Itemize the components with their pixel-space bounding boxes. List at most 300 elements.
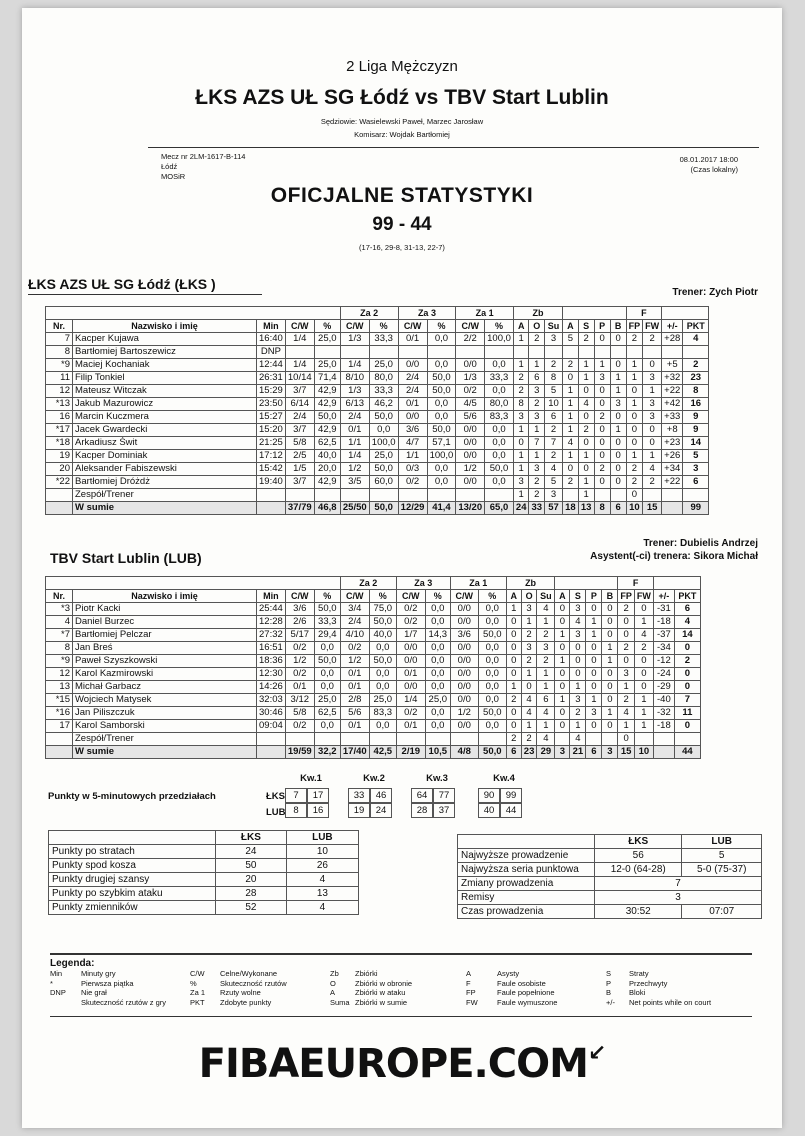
- ft-made-att: 2/2: [456, 333, 485, 346]
- steals: 2: [594, 463, 610, 476]
- p3-pct: 14,3: [425, 629, 450, 642]
- fg-made-att: 2/4: [285, 411, 314, 424]
- steals: 3: [594, 372, 610, 385]
- p3-made-att: 0/1: [398, 398, 427, 411]
- plus-minus: +5: [662, 359, 683, 372]
- minutes: 30:46: [257, 707, 286, 720]
- nr: *7: [46, 629, 73, 642]
- header-blank-mid: [555, 577, 618, 590]
- ft-pct: [485, 346, 514, 359]
- match-number: Mecz nr 2LM-1617-B-114: [161, 152, 246, 161]
- fg-pct: 33,3: [314, 616, 340, 629]
- plus-minus: [662, 489, 683, 502]
- legend-key: +/-: [606, 997, 615, 1007]
- turnovers: 1: [578, 489, 594, 502]
- legend-desc: Rzuty wolne: [220, 988, 261, 997]
- minutes: 16:51: [257, 642, 286, 655]
- reb-offense: 2: [513, 385, 529, 398]
- nr: 17: [46, 720, 73, 733]
- p2-pct: 0,0: [369, 720, 396, 733]
- turnovers: 4: [570, 733, 586, 746]
- player-name: Aleksander Fabiszewski: [73, 463, 257, 476]
- legend-desc: Bloki: [629, 988, 646, 997]
- p2-made-att: 17/40: [340, 746, 369, 759]
- plus-minus: +22: [662, 476, 683, 489]
- reb-defense: 4: [521, 707, 537, 720]
- plus-minus: [662, 346, 683, 359]
- ft-made-att: 0/0: [450, 655, 478, 668]
- p2-made-att: 1/1: [340, 437, 369, 450]
- p2-made-att: 1/2: [340, 463, 369, 476]
- p3-pct: 0,0: [425, 720, 450, 733]
- p2-pct: 0,0: [369, 681, 396, 694]
- table-row: [46, 411, 709, 424]
- ft-made-att: 0/0: [456, 450, 485, 463]
- nr: [46, 489, 73, 502]
- reb-defense: 1: [521, 720, 537, 733]
- ft-made-att: 4/8: [450, 746, 478, 759]
- nr: [46, 746, 73, 759]
- fg-made-att: [285, 489, 314, 502]
- fg-pct: 25,0: [314, 694, 340, 707]
- steals: 0: [586, 681, 602, 694]
- fg-made-att: 1/2: [285, 655, 314, 668]
- minutes: 15:27: [257, 411, 286, 424]
- ft-made-att: 1/3: [456, 372, 485, 385]
- turnovers: 0: [578, 411, 594, 424]
- assists: 3: [555, 746, 570, 759]
- table-row: [46, 346, 709, 359]
- header-reb-total: Su: [537, 590, 555, 603]
- reb-offense: 2: [506, 733, 521, 746]
- fg-made-att: 19/59: [285, 746, 314, 759]
- blocks: 0: [610, 476, 626, 489]
- reb-offense: [513, 346, 529, 359]
- assists: 0: [563, 372, 579, 385]
- fg-made-att: 10/14: [285, 372, 314, 385]
- points-corner: [49, 831, 216, 845]
- plus-minus: -32: [653, 707, 674, 720]
- reb-total: 3: [537, 642, 555, 655]
- turnovers: 2: [570, 707, 586, 720]
- fg-made-att: 1/5: [285, 463, 314, 476]
- match-datetime: [680, 155, 738, 175]
- p2-pct: [369, 489, 398, 502]
- steals: 1: [586, 616, 602, 629]
- ft-pct: 83,3: [485, 411, 514, 424]
- minutes: 12:28: [257, 616, 286, 629]
- reb-total: 1: [537, 616, 555, 629]
- fg-made-att: 0/2: [285, 720, 314, 733]
- steals: 0: [586, 603, 602, 616]
- blocks: 0: [610, 411, 626, 424]
- quarter-row-team1: [411, 788, 455, 803]
- fg-pct: 42,9: [314, 476, 340, 489]
- fg-pct: 71,4: [314, 372, 340, 385]
- reb-total: 2: [545, 450, 563, 463]
- ft-pct: [478, 733, 506, 746]
- player-name: Kacper Dominiak: [73, 450, 257, 463]
- nr: 11: [46, 372, 73, 385]
- fouls-committed: 1: [626, 372, 643, 385]
- legend-desc: Net points while on court: [629, 997, 712, 1007]
- ft-made-att: 0/0: [456, 424, 485, 437]
- fg-made-att: 3/7: [285, 385, 314, 398]
- points-team2: 26: [286, 859, 358, 873]
- reb-total: 6: [545, 411, 563, 424]
- ft-made-att: [450, 733, 478, 746]
- p3-pct: 0,0: [427, 463, 456, 476]
- minutes: 09:04: [257, 720, 286, 733]
- header-za3: Za 3: [398, 307, 456, 320]
- fouls-drawn: 0: [634, 603, 653, 616]
- fg-pct: 29,4: [314, 629, 340, 642]
- player-name: Bartłomiej Dróżdż: [73, 476, 257, 489]
- player-name: Maciej Kochaniak: [73, 359, 257, 372]
- player-name: Bartłomiej Pelczar: [73, 629, 257, 642]
- p2-pct: 40,0: [369, 629, 396, 642]
- assists: 0: [555, 603, 570, 616]
- lead-row: [458, 905, 762, 919]
- assists: 0: [563, 463, 579, 476]
- fg-pct: 0,0: [314, 642, 340, 655]
- fg-pct: 0,0: [314, 668, 340, 681]
- reb-offense: 2: [506, 694, 521, 707]
- reb-total: [545, 346, 563, 359]
- blocks: 0: [610, 437, 626, 450]
- header-points: PKT: [674, 590, 700, 603]
- p3-pct: 57,1: [427, 437, 456, 450]
- fg-made-att: 5/8: [285, 437, 314, 450]
- final-score: 99 - 44: [372, 214, 432, 235]
- fouls-committed: 2: [626, 476, 643, 489]
- header-za3: Za 3: [396, 577, 450, 590]
- points: 9: [683, 411, 709, 424]
- ft-made-att: 1/2: [456, 463, 485, 476]
- fouls-drawn: 1: [634, 707, 653, 720]
- p2-made-att: 2/4: [340, 411, 369, 424]
- lead-team2: 5-0 (75-37): [682, 863, 762, 877]
- minutes: 19:40: [257, 476, 286, 489]
- team2-assistant: Asystent(-ci) trenera: Sikora Michał: [590, 551, 758, 562]
- fg-pct: 50,0: [314, 603, 340, 616]
- fouls-drawn: 2: [643, 476, 662, 489]
- legend-desc: Zdobyte punkty: [220, 997, 272, 1007]
- p2-pct: 83,3: [369, 707, 396, 720]
- points-team1: 20: [216, 873, 287, 887]
- legend-key: *: [50, 978, 53, 988]
- turnovers: 3: [570, 603, 586, 616]
- header-nr: Nr.: [46, 320, 73, 333]
- fg-pct: [314, 346, 340, 359]
- player-name: Michał Garbacz: [73, 681, 257, 694]
- fg-pct: 50,0: [314, 411, 340, 424]
- nr: [46, 733, 73, 746]
- points: 2: [683, 359, 709, 372]
- legend-key: FW: [466, 997, 478, 1007]
- fouls-drawn: 3: [643, 411, 662, 424]
- quarter-value: 64: [411, 788, 433, 803]
- turnovers: 13: [578, 502, 594, 515]
- periods-team1: ŁKS: [266, 791, 285, 802]
- p2-made-att: 25/50: [340, 502, 369, 515]
- reb-total: 4: [537, 603, 555, 616]
- reb-total: 2: [537, 629, 555, 642]
- assists: [555, 733, 570, 746]
- p3-pct: 0,0: [427, 333, 456, 346]
- turnovers: 21: [570, 746, 586, 759]
- minutes: [257, 733, 286, 746]
- p2-made-att: [340, 489, 369, 502]
- quarter-row-team1: [285, 788, 329, 803]
- turnovers: 3: [570, 629, 586, 642]
- lead-label: Najwyższe prowadzenie: [458, 849, 595, 863]
- ft-made-att: [456, 346, 485, 359]
- nr: 12: [46, 385, 73, 398]
- reb-total: 57: [545, 502, 563, 515]
- fouls-drawn: 0: [643, 424, 662, 437]
- legend-key: PKT: [190, 997, 205, 1007]
- fouls-drawn: 1: [634, 694, 653, 707]
- minutes: 17:12: [257, 450, 286, 463]
- fg-pct: 62,5: [314, 437, 340, 450]
- fg-made-att: 5/8: [285, 707, 314, 720]
- header-ft-pct: %: [478, 590, 506, 603]
- assists: 0: [555, 616, 570, 629]
- blocks: 0: [602, 681, 618, 694]
- header-blank-right: [653, 577, 700, 590]
- nr: *15: [46, 694, 73, 707]
- fouls-drawn: 0: [634, 668, 653, 681]
- commissioner: Komisarz: Wojdak Bartłomiej: [354, 130, 450, 139]
- reb-defense: 2: [521, 733, 537, 746]
- assists: 1: [563, 398, 579, 411]
- plus-minus: [653, 733, 674, 746]
- assists: 4: [563, 437, 579, 450]
- reb-defense: 1: [529, 359, 545, 372]
- legend-key: Za 1: [190, 988, 206, 997]
- points: 11: [674, 707, 700, 720]
- reb-offense: 8: [513, 398, 529, 411]
- p3-pct: 50,0: [427, 372, 456, 385]
- legend-desc: Minuty gry: [81, 969, 116, 978]
- table-row: [46, 424, 709, 437]
- ft-made-att: 4/5: [456, 398, 485, 411]
- header-plus-minus: +/-: [653, 590, 674, 603]
- fouls-drawn: 4: [634, 629, 653, 642]
- header-ft-pct: %: [485, 320, 514, 333]
- table-row: [46, 707, 701, 720]
- p3-pct: 0,0: [425, 681, 450, 694]
- nr: *13: [46, 398, 73, 411]
- points: 4: [674, 616, 700, 629]
- turnovers: 4: [570, 616, 586, 629]
- blocks: 0: [610, 333, 626, 346]
- ft-made-att: 0/0: [456, 437, 485, 450]
- legend-key: A: [330, 988, 336, 997]
- p2-pct: 0,0: [369, 642, 396, 655]
- p2-pct: 25,0: [369, 359, 398, 372]
- fg-pct: 0,0: [314, 681, 340, 694]
- blocks: 1: [610, 424, 626, 437]
- fouls-drawn: 4: [643, 463, 662, 476]
- header-za1: Za 1: [450, 577, 506, 590]
- header-turnovers: S: [570, 590, 586, 603]
- reb-defense: 3: [521, 642, 537, 655]
- legend-desc: Skuteczność rzutów: [220, 978, 287, 988]
- ft-pct: 33,3: [485, 372, 514, 385]
- p2-made-att: 0/1: [340, 720, 369, 733]
- fouls-drawn: 2: [634, 642, 653, 655]
- legend-desc: Straty: [629, 969, 649, 978]
- ft-made-att: 0/0: [456, 359, 485, 372]
- fouls-committed: 4: [618, 707, 635, 720]
- team2-coach: Trener: Dubielis Andrzej: [643, 538, 758, 549]
- p3-pct: 41,4: [427, 502, 456, 515]
- p3-pct: 0,0: [425, 642, 450, 655]
- points: 0: [674, 720, 700, 733]
- p2-pct: [369, 346, 398, 359]
- p3-pct: 0,0: [425, 655, 450, 668]
- points: 44: [674, 746, 700, 759]
- reb-total: 4: [537, 707, 555, 720]
- ft-pct: 50,0: [478, 629, 506, 642]
- assists: 18: [563, 502, 579, 515]
- team2-header-groups: [46, 577, 701, 590]
- minutes: 12:44: [257, 359, 286, 372]
- header-fouls-drawn: FW: [643, 320, 662, 333]
- steals: 1: [586, 694, 602, 707]
- header-p2-pct: %: [369, 590, 396, 603]
- p3-made-att: 2/4: [398, 372, 427, 385]
- ft-made-att: 0/0: [450, 603, 478, 616]
- steals: [594, 489, 610, 502]
- table-row: [46, 642, 701, 655]
- steals: 3: [586, 707, 602, 720]
- turnovers: 1: [578, 450, 594, 463]
- plus-minus: [662, 502, 683, 515]
- ft-pct: 80,0: [485, 398, 514, 411]
- reb-offense: 1: [513, 424, 529, 437]
- minutes: 21:25: [257, 437, 286, 450]
- reb-offense: 3: [513, 476, 529, 489]
- referees: Sędziowie: Wasielewski Paweł, Marzec Jarosław: [320, 117, 484, 126]
- blocks: [610, 489, 626, 502]
- p2-made-att: 3/4: [340, 603, 369, 616]
- legend-desc: Przechwyty: [629, 978, 668, 988]
- table-row: [46, 681, 701, 694]
- p3-made-att: 0/0: [398, 411, 427, 424]
- quarter-value: 16: [307, 803, 329, 818]
- reb-offense: 0: [506, 720, 521, 733]
- legend-key: P: [606, 978, 612, 988]
- player-name: Jan Breś: [73, 642, 257, 655]
- turnovers: 0: [570, 642, 586, 655]
- header-nr: Nr.: [46, 590, 73, 603]
- match-venue: MOSiR: [161, 172, 186, 181]
- match-info: [161, 152, 245, 182]
- assists: 1: [555, 629, 570, 642]
- lead-row: [458, 891, 762, 905]
- quarter-value: 28: [411, 803, 433, 818]
- table-row: [46, 720, 701, 733]
- reb-defense: 2: [529, 333, 545, 346]
- steals: 0: [586, 655, 602, 668]
- header-reb-offense: A: [506, 590, 521, 603]
- plus-minus: +33: [662, 411, 683, 424]
- quarter-row-team2: [285, 803, 329, 818]
- p3-pct: 0,0: [425, 616, 450, 629]
- ft-pct: 100,0: [485, 333, 514, 346]
- legend-key: F: [466, 978, 471, 988]
- p2-made-att: 2/4: [340, 616, 369, 629]
- legend-key: %: [190, 978, 197, 988]
- fg-made-att: 2/6: [285, 616, 314, 629]
- plus-minus: -40: [653, 694, 674, 707]
- p3-made-att: 0/1: [396, 668, 425, 681]
- points: 2: [674, 655, 700, 668]
- steals: [586, 733, 602, 746]
- header-fouls-drawn: FW: [634, 590, 653, 603]
- ft-made-att: 0/2: [456, 385, 485, 398]
- player-name: Kacper Kujawa: [73, 333, 257, 346]
- table-row: [46, 668, 701, 681]
- ft-pct: 0,0: [478, 720, 506, 733]
- header-reb-defense: O: [521, 590, 537, 603]
- ft-pct: 0,0: [478, 681, 506, 694]
- fouls-committed: 0: [626, 424, 643, 437]
- fg-made-att: 1/4: [285, 359, 314, 372]
- p2-made-att: 1/3: [340, 333, 369, 346]
- assists: 5: [563, 333, 579, 346]
- points: 14: [683, 437, 709, 450]
- p3-made-att: 1/1: [398, 450, 427, 463]
- header-p2-made-att: C/W: [340, 590, 369, 603]
- lead-team2: 5: [682, 849, 762, 863]
- nr: *18: [46, 437, 73, 450]
- fouls-drawn: [643, 346, 662, 359]
- reb-offense: 0: [506, 629, 521, 642]
- minutes: DNP: [257, 346, 286, 359]
- lead-label: Zmiany prowadzenia: [458, 877, 595, 891]
- quarter-value: 77: [433, 788, 455, 803]
- p2-pct: 50,0: [369, 655, 396, 668]
- fouls-drawn: 1: [643, 450, 662, 463]
- points: 9: [683, 424, 709, 437]
- reb-defense: 2: [521, 629, 537, 642]
- header-steals: P: [586, 590, 602, 603]
- turnovers: 1: [570, 681, 586, 694]
- fouls-drawn: 0: [643, 359, 662, 372]
- ft-made-att: 3/6: [450, 629, 478, 642]
- assists: 0: [555, 642, 570, 655]
- assists: 1: [563, 411, 579, 424]
- p3-pct: 50,0: [427, 385, 456, 398]
- legend-desc: Faule wymuszone: [497, 997, 558, 1007]
- plus-minus: -34: [653, 642, 674, 655]
- plus-minus: -24: [653, 668, 674, 681]
- reb-total: 7: [545, 437, 563, 450]
- page-title: OFICJALNE STATYSTYKI: [270, 184, 534, 207]
- fg-made-att: 1/4: [285, 333, 314, 346]
- team2-table: [45, 576, 701, 759]
- plus-minus: +23: [662, 437, 683, 450]
- quarter-value: 33: [348, 788, 370, 803]
- reb-total: 1: [537, 668, 555, 681]
- fouls-committed: 2: [626, 463, 643, 476]
- points-row: [49, 845, 359, 859]
- steals: 8: [594, 502, 610, 515]
